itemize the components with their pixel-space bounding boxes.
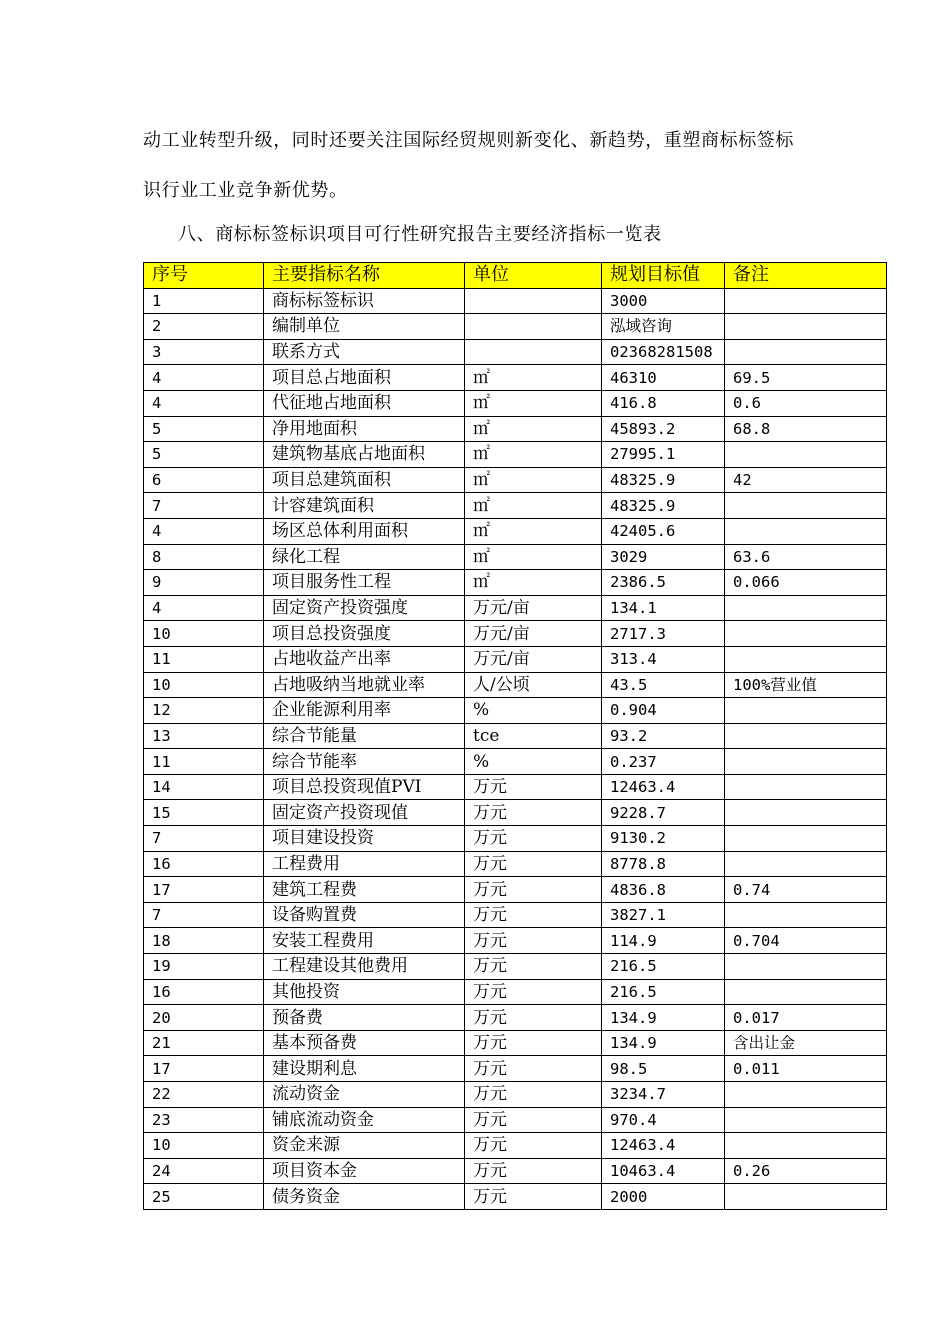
cell-indicator-name: 企业能源利用率 — [264, 698, 465, 724]
table-row — [144, 288, 887, 314]
cell-indicator-name: 占地收益产出率 — [264, 646, 465, 672]
section-heading: 八、商标标签标识项目可行性研究报告主要经济指标一览表 — [178, 224, 662, 245]
cell-index: 14 — [144, 774, 264, 800]
cell-unit: 人/公顷 — [465, 672, 602, 698]
cell-target-value: 泓域咨询 — [602, 314, 725, 340]
table-row — [144, 723, 887, 749]
cell-remark — [725, 749, 887, 775]
cell-remark: 63.6 — [725, 544, 887, 570]
cell-indicator-name: 联系方式 — [264, 339, 465, 365]
table-row — [144, 1005, 887, 1031]
cell-index: 11 — [144, 749, 264, 775]
cell-target-value: 45893.2 — [602, 416, 725, 442]
cell-unit: % — [465, 749, 602, 775]
cell-target-value: 3827.1 — [602, 902, 725, 928]
cell-indicator-name: 项目建设投资 — [264, 826, 465, 852]
cell-unit: ㎡ — [465, 544, 602, 570]
header-unit: 单位 — [465, 263, 602, 289]
cell-index: 25 — [144, 1184, 264, 1210]
cell-remark — [725, 979, 887, 1005]
cell-index: 1 — [144, 288, 264, 314]
table-row — [144, 493, 887, 519]
table-row — [144, 570, 887, 596]
cell-target-value: 27995.1 — [602, 442, 725, 468]
cell-indicator-name: 绿化工程 — [264, 544, 465, 570]
cell-index: 17 — [144, 1056, 264, 1082]
cell-target-value: 2000 — [602, 1184, 725, 1210]
cell-unit: 万元/亩 — [465, 621, 602, 647]
cell-index: 8 — [144, 544, 264, 570]
cell-unit: ㎡ — [465, 365, 602, 391]
cell-target-value: 3000 — [602, 288, 725, 314]
header-index: 序号 — [144, 263, 264, 289]
cell-target-value: 970.4 — [602, 1107, 725, 1133]
table-row — [144, 979, 887, 1005]
table-row — [144, 749, 887, 775]
cell-remark: 0.011 — [725, 1056, 887, 1082]
cell-index: 18 — [144, 928, 264, 954]
cell-target-value: 114.9 — [602, 928, 725, 954]
cell-indicator-name: 项目总投资现值PVI — [264, 774, 465, 800]
cell-unit — [465, 288, 602, 314]
cell-unit: ㎡ — [465, 518, 602, 544]
cell-indicator-name: 建筑物基底占地面积 — [264, 442, 465, 468]
table-row — [144, 800, 887, 826]
table-row — [144, 365, 887, 391]
table-row — [144, 1133, 887, 1159]
cell-remark — [725, 954, 887, 980]
cell-indicator-name: 安装工程费用 — [264, 928, 465, 954]
cell-index: 4 — [144, 518, 264, 544]
cell-remark: 42 — [725, 467, 887, 493]
cell-target-value: 216.5 — [602, 979, 725, 1005]
table-row — [144, 954, 887, 980]
cell-target-value: 134.9 — [602, 1030, 725, 1056]
cell-indicator-name: 项目总投资强度 — [264, 621, 465, 647]
cell-target-value: 12463.4 — [602, 774, 725, 800]
cell-indicator-name: 固定资产投资现值 — [264, 800, 465, 826]
cell-index: 19 — [144, 954, 264, 980]
cell-remark — [725, 723, 887, 749]
table-row — [144, 390, 887, 416]
cell-target-value: 0.237 — [602, 749, 725, 775]
cell-unit: 万元 — [465, 1107, 602, 1133]
cell-target-value: 3234.7 — [602, 1082, 725, 1108]
body-paragraph-line-2: 识行业工业竞争新优势。 — [143, 180, 348, 201]
cell-remark — [725, 902, 887, 928]
table-row — [144, 442, 887, 468]
cell-unit: ㎡ — [465, 493, 602, 519]
cell-unit: 万元 — [465, 902, 602, 928]
table-row — [144, 1107, 887, 1133]
cell-remark — [725, 1184, 887, 1210]
cell-indicator-name: 项目资本金 — [264, 1158, 465, 1184]
table-row — [144, 314, 887, 340]
header-remark: 备注 — [725, 263, 887, 289]
cell-remark — [725, 595, 887, 621]
table-row — [144, 1082, 887, 1108]
cell-indicator-name: 债务资金 — [264, 1184, 465, 1210]
cell-indicator-name: 项目总建筑面积 — [264, 467, 465, 493]
cell-index: 3 — [144, 339, 264, 365]
cell-index: 13 — [144, 723, 264, 749]
header-indicator-name: 主要指标名称 — [264, 263, 465, 289]
cell-unit: 万元 — [465, 800, 602, 826]
cell-unit — [465, 314, 602, 340]
cell-remark: 0.017 — [725, 1005, 887, 1031]
cell-target-value: 43.5 — [602, 672, 725, 698]
cell-target-value: 9130.2 — [602, 826, 725, 852]
cell-index: 7 — [144, 493, 264, 519]
cell-target-value: 10463.4 — [602, 1158, 725, 1184]
cell-indicator-name: 工程建设其他费用 — [264, 954, 465, 980]
cell-unit: ㎡ — [465, 416, 602, 442]
cell-remark — [725, 800, 887, 826]
cell-unit — [465, 339, 602, 365]
cell-unit: 万元 — [465, 774, 602, 800]
cell-unit: 万元 — [465, 928, 602, 954]
cell-target-value: 42405.6 — [602, 518, 725, 544]
table-row — [144, 877, 887, 903]
cell-remark — [725, 1107, 887, 1133]
cell-target-value: 313.4 — [602, 646, 725, 672]
cell-indicator-name: 建筑工程费 — [264, 877, 465, 903]
cell-target-value: 98.5 — [602, 1056, 725, 1082]
cell-target-value: 416.8 — [602, 390, 725, 416]
cell-index: 4 — [144, 595, 264, 621]
cell-target-value: 134.9 — [602, 1005, 725, 1031]
cell-index: 15 — [144, 800, 264, 826]
cell-target-value: 8778.8 — [602, 851, 725, 877]
body-paragraph-line-1: 动工业转型升级，同时还要关注国际经贸规则新变化、新趋势，重塑商标标签标 — [143, 130, 794, 151]
cell-unit: 万元 — [465, 979, 602, 1005]
table-row — [144, 774, 887, 800]
cell-indicator-name: 固定资产投资强度 — [264, 595, 465, 621]
cell-remark — [725, 314, 887, 340]
cell-remark — [725, 339, 887, 365]
cell-target-value: 48325.9 — [602, 467, 725, 493]
table-row — [144, 672, 887, 698]
cell-unit: ㎡ — [465, 390, 602, 416]
cell-remark: 0.704 — [725, 928, 887, 954]
cell-unit: % — [465, 698, 602, 724]
cell-index: 22 — [144, 1082, 264, 1108]
table-row — [144, 467, 887, 493]
table-row — [144, 928, 887, 954]
table-row — [144, 416, 887, 442]
cell-index: 7 — [144, 826, 264, 852]
cell-indicator-name: 商标标签标识 — [264, 288, 465, 314]
cell-indicator-name: 建设期利息 — [264, 1056, 465, 1082]
cell-unit: 万元 — [465, 877, 602, 903]
table-row — [144, 595, 887, 621]
cell-remark — [725, 493, 887, 519]
cell-index: 7 — [144, 902, 264, 928]
cell-indicator-name: 流动资金 — [264, 1082, 465, 1108]
header-target-value: 规划目标值 — [602, 263, 725, 289]
cell-indicator-name: 项目服务性工程 — [264, 570, 465, 596]
cell-index: 5 — [144, 416, 264, 442]
cell-unit: ㎡ — [465, 570, 602, 596]
cell-remark: 0.6 — [725, 390, 887, 416]
cell-indicator-name: 场区总体利用面积 — [264, 518, 465, 544]
cell-indicator-name: 综合节能率 — [264, 749, 465, 775]
cell-unit: 万元 — [465, 1158, 602, 1184]
cell-unit: 万元 — [465, 954, 602, 980]
cell-indicator-name: 工程费用 — [264, 851, 465, 877]
cell-index: 17 — [144, 877, 264, 903]
cell-remark — [725, 826, 887, 852]
cell-remark — [725, 646, 887, 672]
cell-index: 10 — [144, 1133, 264, 1159]
cell-remark — [725, 774, 887, 800]
table-row — [144, 1184, 887, 1210]
cell-index: 20 — [144, 1005, 264, 1031]
cell-indicator-name: 预备费 — [264, 1005, 465, 1031]
cell-unit: 万元 — [465, 1184, 602, 1210]
cell-remark: 含出让金 — [725, 1030, 887, 1056]
cell-target-value: 4836.8 — [602, 877, 725, 903]
table-row — [144, 698, 887, 724]
cell-indicator-name: 设备购置费 — [264, 902, 465, 928]
cell-unit: 万元 — [465, 851, 602, 877]
cell-unit: 万元/亩 — [465, 646, 602, 672]
cell-indicator-name: 资金来源 — [264, 1133, 465, 1159]
cell-indicator-name: 净用地面积 — [264, 416, 465, 442]
cell-remark — [725, 851, 887, 877]
cell-target-value: 0.904 — [602, 698, 725, 724]
cell-unit: 万元 — [465, 826, 602, 852]
cell-index: 10 — [144, 621, 264, 647]
cell-target-value: 02368281508 — [602, 339, 725, 365]
cell-indicator-name: 编制单位 — [264, 314, 465, 340]
cell-index: 9 — [144, 570, 264, 596]
cell-target-value: 48325.9 — [602, 493, 725, 519]
table-row — [144, 646, 887, 672]
cell-unit: ㎡ — [465, 442, 602, 468]
cell-remark: 68.8 — [725, 416, 887, 442]
cell-indicator-name: 综合节能量 — [264, 723, 465, 749]
table-row — [144, 518, 887, 544]
cell-indicator-name: 基本预备费 — [264, 1030, 465, 1056]
table-row — [144, 1030, 887, 1056]
table-row — [144, 902, 887, 928]
cell-unit: 万元 — [465, 1005, 602, 1031]
cell-indicator-name: 项目总占地面积 — [264, 365, 465, 391]
table-row — [144, 621, 887, 647]
table-row — [144, 1056, 887, 1082]
cell-unit: 万元 — [465, 1056, 602, 1082]
cell-remark: 0.26 — [725, 1158, 887, 1184]
cell-remark — [725, 1133, 887, 1159]
cell-remark: 0.066 — [725, 570, 887, 596]
cell-target-value: 3029 — [602, 544, 725, 570]
cell-remark — [725, 698, 887, 724]
cell-indicator-name: 代征地占地面积 — [264, 390, 465, 416]
cell-remark: 69.5 — [725, 365, 887, 391]
cell-remark: 0.74 — [725, 877, 887, 903]
cell-target-value: 216.5 — [602, 954, 725, 980]
cell-unit: ㎡ — [465, 467, 602, 493]
cell-indicator-name: 占地吸纳当地就业率 — [264, 672, 465, 698]
cell-target-value: 9228.7 — [602, 800, 725, 826]
cell-index: 2 — [144, 314, 264, 340]
cell-index: 4 — [144, 365, 264, 391]
cell-target-value: 12463.4 — [602, 1133, 725, 1159]
cell-index: 11 — [144, 646, 264, 672]
cell-unit: 万元 — [465, 1133, 602, 1159]
cell-target-value: 46310 — [602, 365, 725, 391]
cell-remark — [725, 442, 887, 468]
cell-target-value: 2717.3 — [602, 621, 725, 647]
table-header-row — [144, 263, 887, 289]
cell-index: 10 — [144, 672, 264, 698]
cell-indicator-name: 计容建筑面积 — [264, 493, 465, 519]
cell-target-value: 93.2 — [602, 723, 725, 749]
cell-index: 5 — [144, 442, 264, 468]
cell-unit: tce — [465, 723, 602, 749]
table-row — [144, 544, 887, 570]
table-row — [144, 339, 887, 365]
cell-index: 16 — [144, 851, 264, 877]
cell-indicator-name: 铺底流动资金 — [264, 1107, 465, 1133]
table-row — [144, 826, 887, 852]
cell-index: 23 — [144, 1107, 264, 1133]
table-row — [144, 1158, 887, 1184]
cell-unit: 万元 — [465, 1082, 602, 1108]
cell-remark — [725, 518, 887, 544]
cell-unit: 万元 — [465, 1030, 602, 1056]
cell-index: 16 — [144, 979, 264, 1005]
cell-unit: 万元/亩 — [465, 595, 602, 621]
cell-index: 12 — [144, 698, 264, 724]
cell-remark — [725, 1082, 887, 1108]
cell-index: 24 — [144, 1158, 264, 1184]
cell-index: 21 — [144, 1030, 264, 1056]
cell-index: 4 — [144, 390, 264, 416]
cell-indicator-name: 其他投资 — [264, 979, 465, 1005]
table-row — [144, 851, 887, 877]
cell-target-value: 2386.5 — [602, 570, 725, 596]
cell-index: 6 — [144, 467, 264, 493]
cell-remark — [725, 288, 887, 314]
cell-remark: 100%营业值 — [725, 672, 887, 698]
economic-indicators-table — [143, 262, 887, 1210]
cell-remark — [725, 621, 887, 647]
cell-target-value: 134.1 — [602, 595, 725, 621]
